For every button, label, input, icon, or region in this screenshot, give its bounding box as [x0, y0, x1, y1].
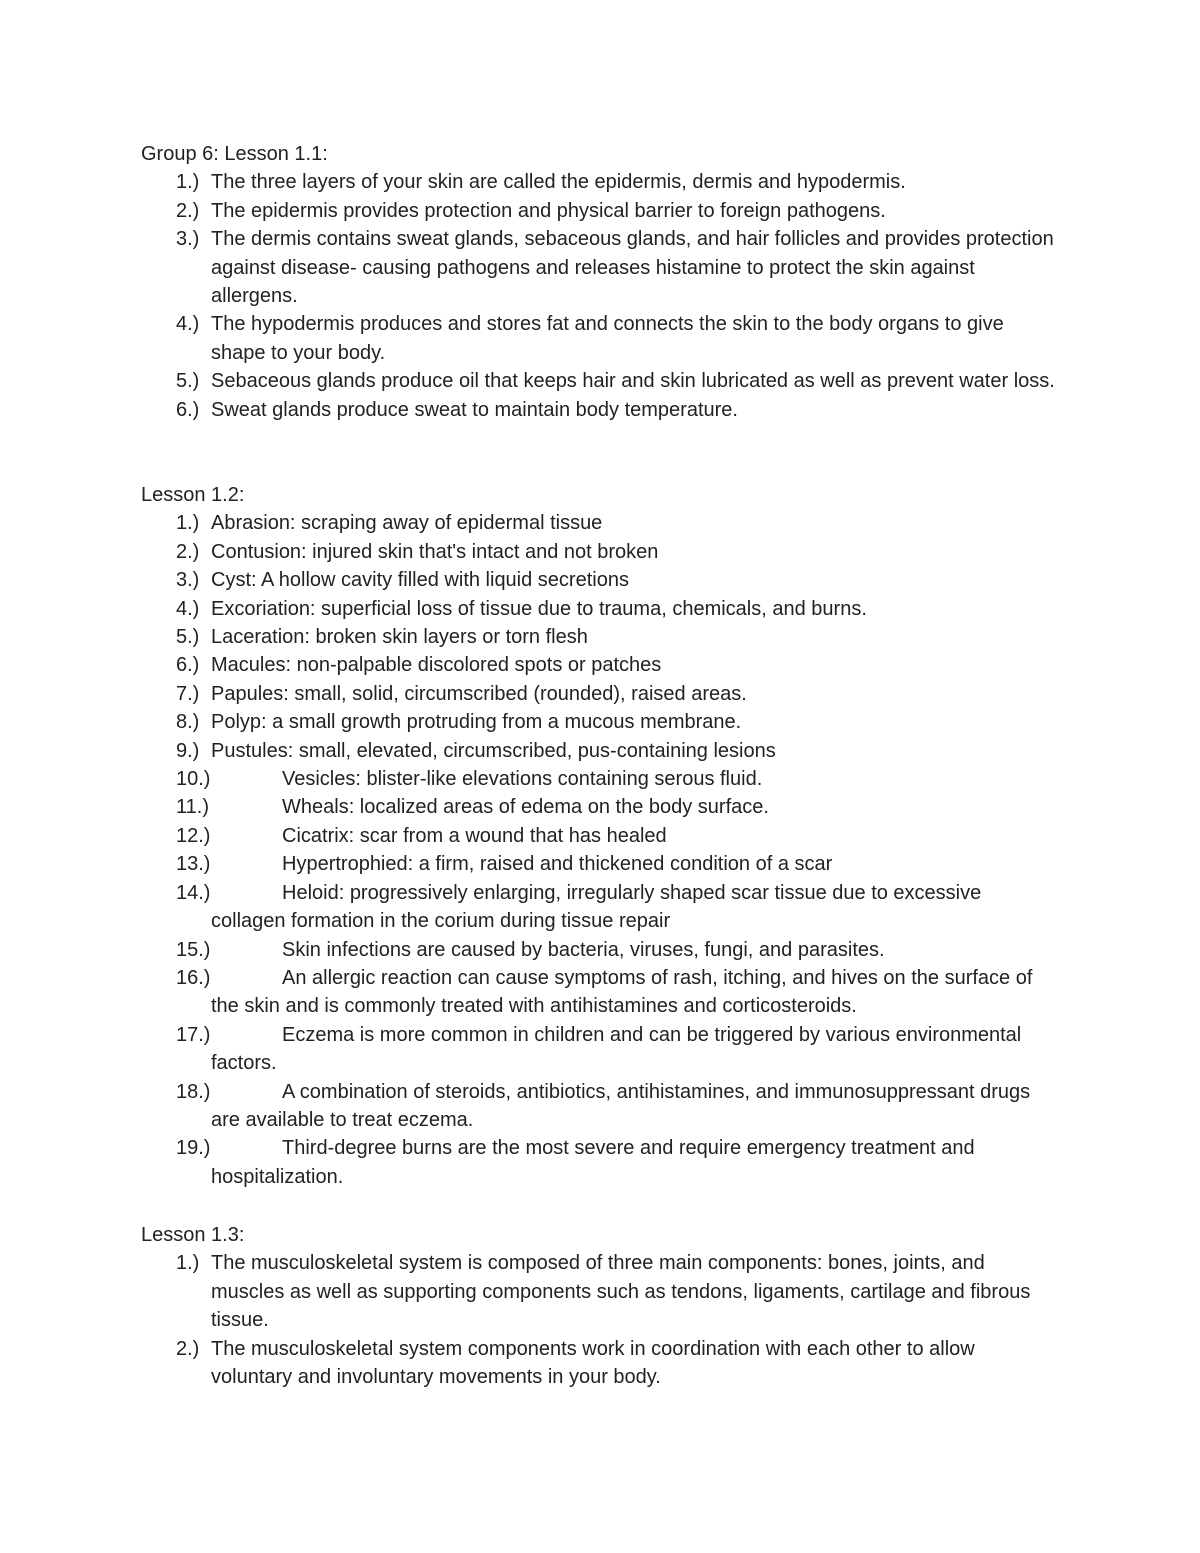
list-item: [141, 1134, 1061, 1191]
item-text: The three layers of your skin are called the epidermis, dermis and hypodermis.: [211, 171, 906, 194]
item-text: Sebaceous glands produce oil that keeps hair and skin lubricated as well as prevent water loss.: [211, 370, 1055, 393]
item-text: Polyp: a small growth protruding from a mucous membrane.: [211, 711, 742, 734]
list-item: [141, 197, 1061, 225]
item-text: Papules: small, solid, circumscribed (rounded), raised areas.: [211, 682, 747, 705]
item-text: Wheals: localized areas of edema on the body surface.: [282, 796, 769, 819]
item-text: Cyst: A hollow cavity filled with liquid secretions: [211, 569, 629, 592]
list-item: [141, 765, 1061, 793]
section-heading: Lesson 1.2:: [141, 484, 245, 506]
item-number: 1.): [176, 512, 200, 535]
item-number: 7.): [176, 682, 200, 705]
lesson-1-2-list: [141, 509, 1061, 1191]
lesson-1-1-list: [141, 168, 1061, 424]
list-item: [141, 680, 1061, 708]
list-item: [141, 651, 1061, 679]
item-text: Laceration: broken skin layers or torn flesh: [211, 626, 588, 649]
item-number: 19.): [176, 1137, 211, 1160]
item-text: Cicatrix: scar from a wound that has healed: [282, 824, 667, 847]
item-number: 12.): [176, 824, 211, 847]
list-item: [141, 936, 1061, 964]
item-number: 10.): [176, 768, 211, 791]
item-text: The musculoskeletal system is composed of three main components: bones, joints, and muscles as well as supporting components such as tendons, ligaments, cartilage and fibrous tissue.: [211, 1252, 1031, 1332]
item-text: Sweat glands produce sweat to maintain body temperature.: [211, 398, 738, 421]
section-heading: Group 6: Lesson 1.1:: [141, 143, 328, 165]
item-number: 1.): [176, 1252, 200, 1275]
item-text: Third-degree burns are the most severe and require emergency treatment and hospitalization.: [211, 1137, 975, 1188]
item-number: 6.): [176, 654, 200, 677]
item-number: 4.): [176, 597, 200, 620]
item-text: Eczema is more common in children and can be triggered by various environmental factors.: [211, 1023, 1022, 1075]
list-item: [141, 1078, 1061, 1135]
list-item: [141, 225, 1061, 310]
item-text: Hypertrophied: a firm, raised and thickened condition of a scar: [282, 853, 833, 876]
item-text: A combination of steroids, antibiotics, antihistamines, and immunosuppressant drugs are available to treat eczema.: [211, 1080, 1031, 1131]
list-item: [141, 850, 1061, 878]
item-number: 5.): [176, 370, 200, 393]
item-text: Heloid: progressively enlarging, irregularly shaped scar tissue due to excessive collagen formation in the corium during tissue repair: [211, 881, 982, 933]
list-item: [141, 737, 1061, 765]
item-number: 16.): [176, 966, 211, 989]
list-item: [141, 310, 1061, 367]
item-number: 8.): [176, 711, 200, 734]
item-number: 5.): [176, 626, 200, 649]
list-item: [141, 793, 1061, 821]
item-number: 2.): [176, 199, 200, 222]
item-number: 15.): [176, 938, 211, 961]
item-number: 9.): [176, 739, 200, 762]
list-item: [141, 509, 1061, 537]
lesson-1-2-section: [141, 481, 1061, 1191]
item-number: 3.): [176, 569, 200, 592]
item-text: The dermis contains sweat glands, sebaceous glands, and hair follicles and provides protection against disease- causing pathogens and releases histamine to protect the skin against allergens.: [211, 228, 1054, 308]
item-text: Contusion: injured skin that's intact and not broken: [211, 540, 659, 563]
list-item: [141, 964, 1061, 1021]
list-item: [141, 1249, 1061, 1334]
list-item: [141, 168, 1061, 196]
lesson-1-1-section: [141, 140, 1061, 424]
list-item: [141, 1021, 1061, 1078]
list-item: [141, 879, 1061, 936]
item-number: 18.): [176, 1080, 211, 1103]
list-item: [141, 367, 1061, 395]
item-text: An allergic reaction can cause symptoms of rash, itching, and hives on the surface of the skin and is commonly treated with antihistamines and corticosteroids.: [211, 966, 1033, 1018]
item-text: Macules: non-palpable discolored spots or patches: [211, 654, 662, 677]
item-text: The hypodermis produces and stores fat and connects the skin to the body organs to give shape to your body.: [211, 313, 1004, 364]
item-number: 2.): [176, 540, 200, 563]
lesson-1-3-section: [141, 1221, 1061, 1391]
list-item: [141, 566, 1061, 594]
item-text: Vesicles: blister-like elevations containing serous fluid.: [282, 768, 763, 791]
lesson-1-3-list: [141, 1249, 1061, 1391]
item-number: 17.): [176, 1023, 211, 1046]
item-number: 3.): [176, 228, 200, 251]
item-text: The epidermis provides protection and physical barrier to foreign pathogens.: [211, 199, 886, 222]
section-heading: Lesson 1.3:: [141, 1224, 245, 1246]
item-number: 4.): [176, 313, 200, 336]
list-item: [141, 822, 1061, 850]
item-number: 14.): [176, 881, 211, 904]
list-item: [141, 1335, 1061, 1392]
item-text: The musculoskeletal system components work in coordination with each other to allow voluntary and involuntary movements in your body.: [211, 1337, 975, 1389]
list-item: [141, 623, 1061, 651]
item-number: 6.): [176, 398, 200, 421]
list-item: [141, 538, 1061, 566]
item-number: 11.): [176, 796, 209, 819]
list-item: [141, 595, 1061, 623]
item-text: Skin infections are caused by bacteria, viruses, fungi, and parasites.: [282, 938, 885, 961]
list-item: [141, 396, 1061, 424]
list-item: [141, 708, 1061, 736]
item-number: 2.): [176, 1337, 200, 1360]
item-text: Pustules: small, elevated, circumscribed, pus-containing lesions: [211, 739, 776, 762]
item-number: 13.): [176, 853, 211, 876]
item-text: Excoriation: superficial loss of tissue due to trauma, chemicals, and burns.: [211, 597, 867, 620]
item-number: 1.): [176, 171, 200, 194]
item-text: Abrasion: scraping away of epidermal tissue: [211, 512, 603, 535]
